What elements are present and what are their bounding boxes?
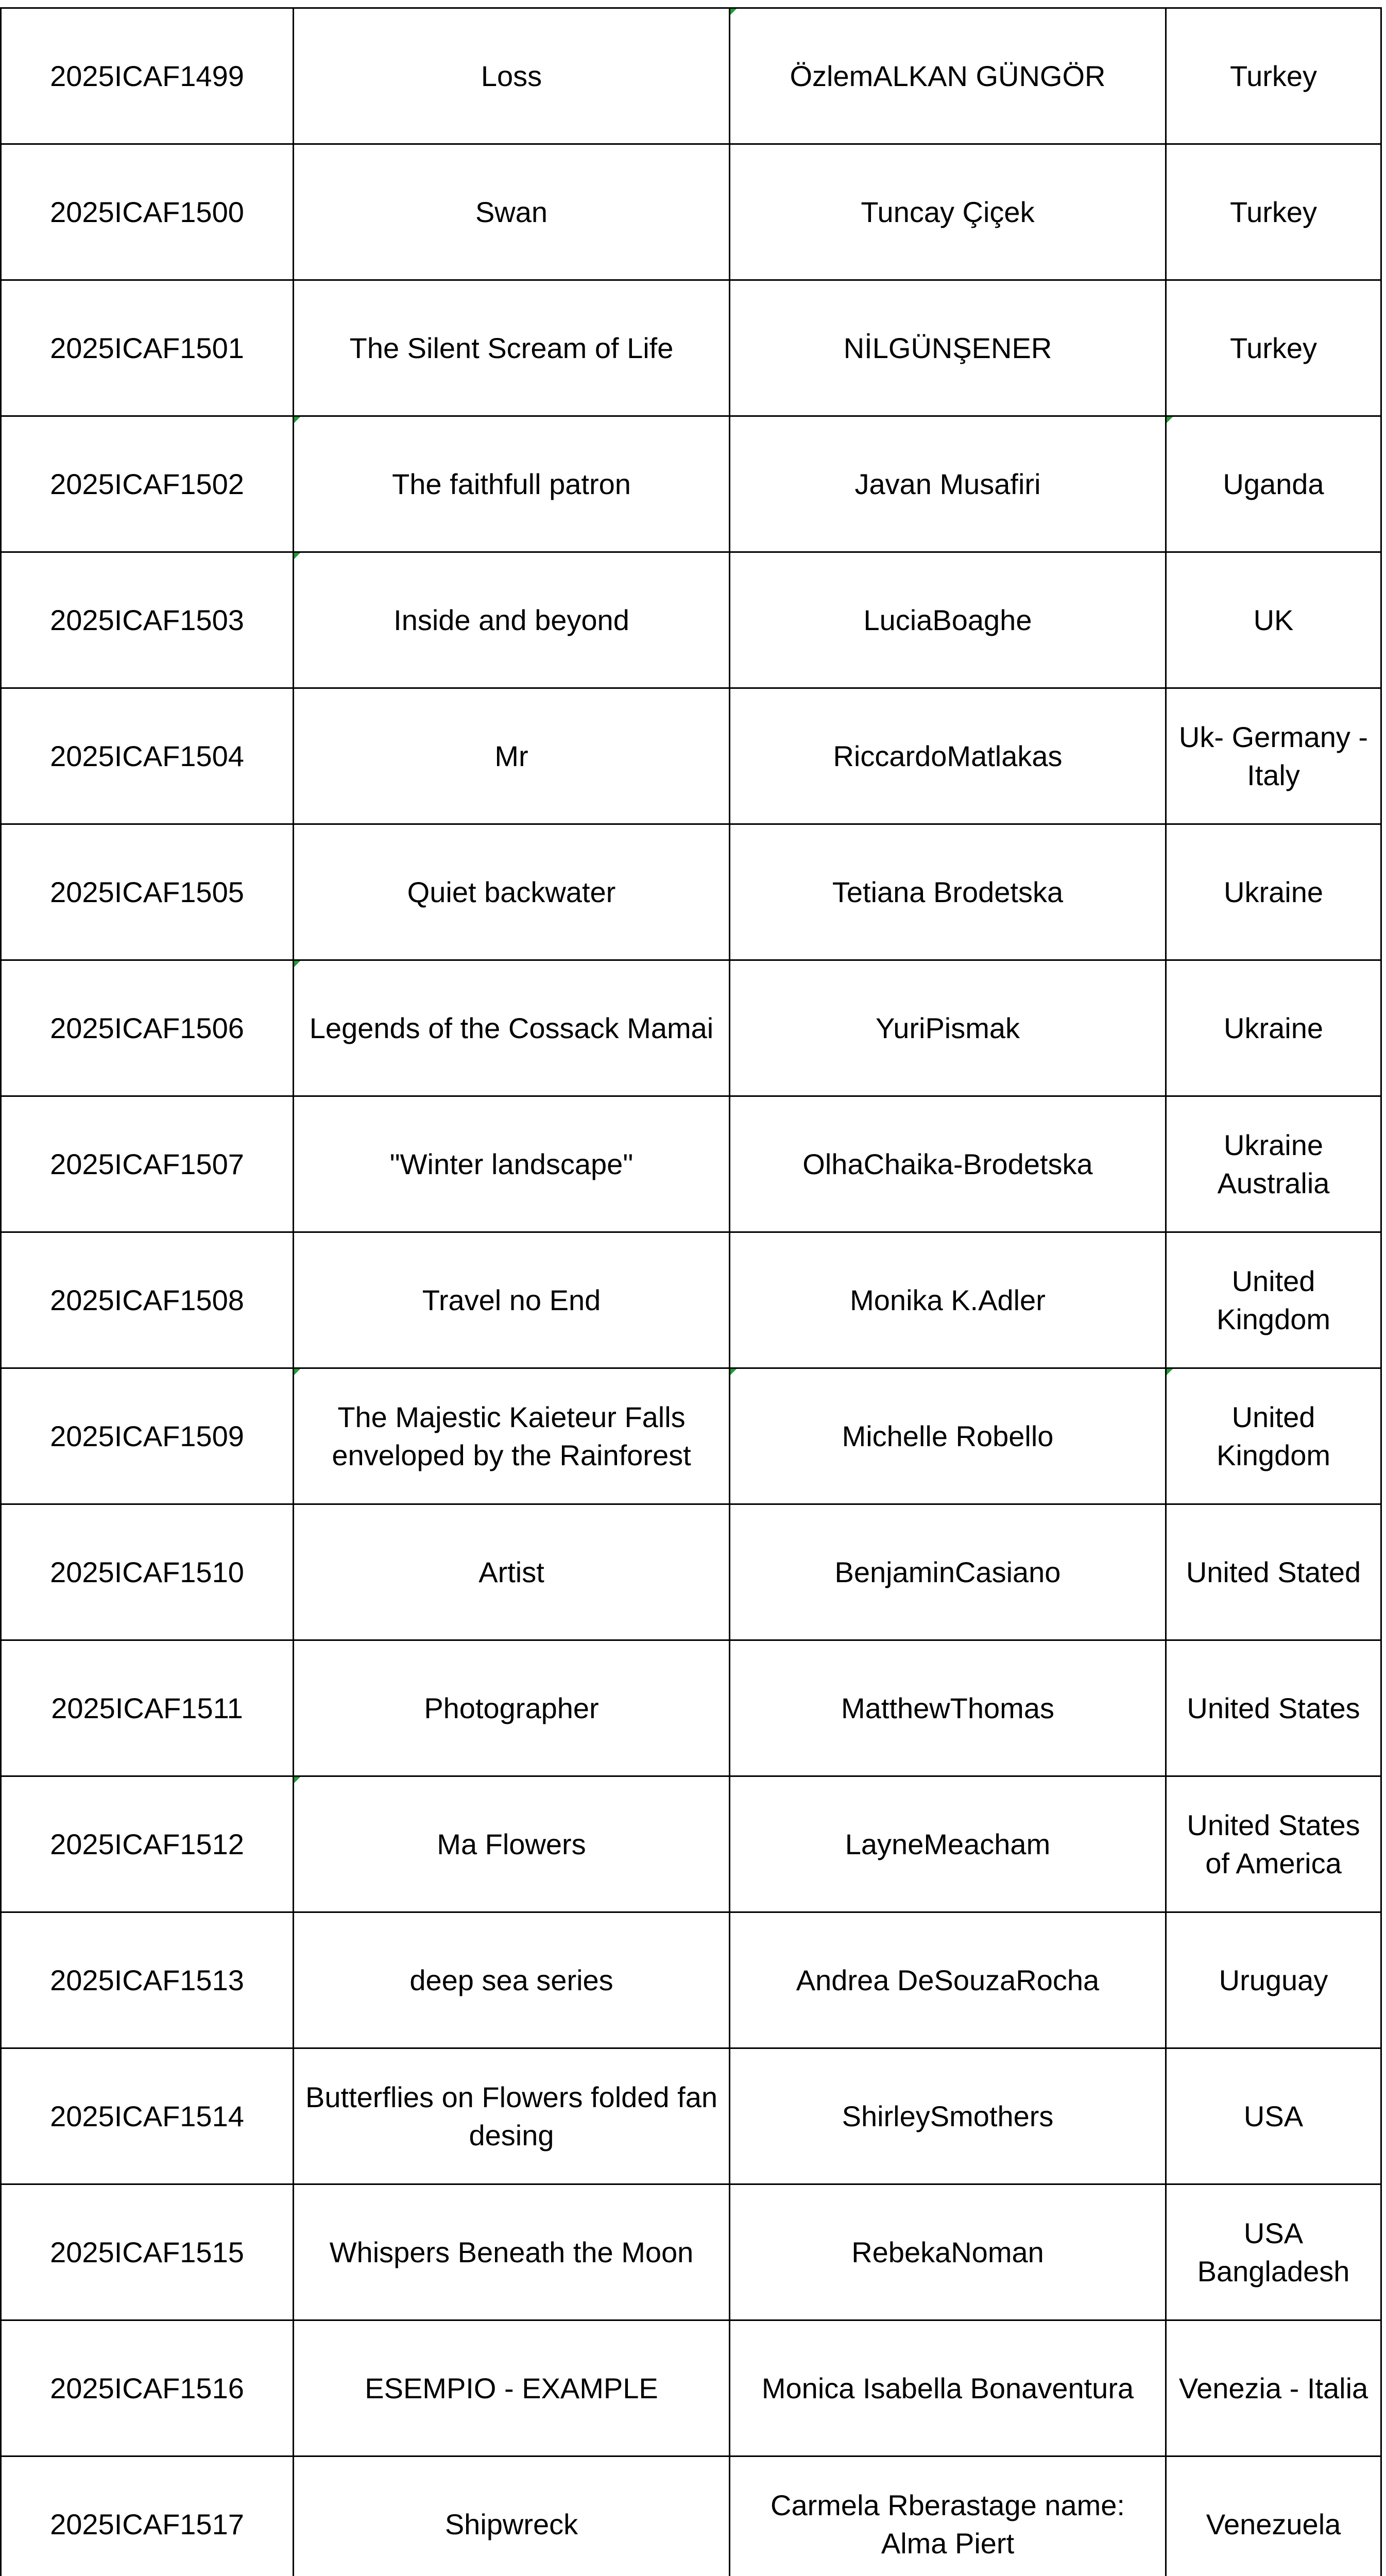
artist-name-cell[interactable]: NİLGÜNŞENER (730, 280, 1166, 416)
entry-id-cell[interactable]: 2025ICAF1517 (1, 2456, 294, 2576)
table-row (1, 144, 1381, 280)
country-cell[interactable]: Uk- Germany - Italy (1166, 688, 1381, 824)
country-cell[interactable]: United Kingdom (1166, 1368, 1381, 1504)
table-body (1, 8, 1381, 2576)
artwork-title-cell[interactable]: Legends of the Cossack Mamai (294, 960, 730, 1096)
country-cell[interactable]: United Kingdom (1166, 1232, 1381, 1368)
table-row (1, 1504, 1381, 1640)
entries-table (0, 7, 1382, 2576)
country-cell[interactable]: Turkey (1166, 8, 1381, 144)
artwork-title-cell[interactable]: deep sea series (294, 1912, 730, 2048)
entry-id-cell[interactable]: 2025ICAF1501 (1, 280, 294, 416)
entry-id-cell[interactable]: 2025ICAF1502 (1, 416, 294, 552)
country-cell[interactable]: Ukraine Australia (1166, 1096, 1381, 1232)
artist-name-cell[interactable]: LayneMeacham (730, 1776, 1166, 1912)
artist-name-cell[interactable]: BenjaminCasiano (730, 1504, 1166, 1640)
table-row (1, 1096, 1381, 1232)
artist-name-cell[interactable]: RebekaNoman (730, 2184, 1166, 2320)
table-row (1, 416, 1381, 552)
entry-id-cell[interactable]: 2025ICAF1509 (1, 1368, 294, 1504)
entry-id-cell[interactable]: 2025ICAF1505 (1, 824, 294, 960)
entry-id-cell[interactable]: 2025ICAF1516 (1, 2320, 294, 2456)
country-cell[interactable]: USA Bangladesh (1166, 2184, 1381, 2320)
entry-id-cell[interactable]: 2025ICAF1513 (1, 1912, 294, 2048)
country-cell[interactable]: UK (1166, 552, 1381, 688)
artwork-title-cell[interactable]: The faithfull patron (294, 416, 730, 552)
entry-id-cell[interactable]: 2025ICAF1515 (1, 2184, 294, 2320)
entry-id-cell[interactable]: 2025ICAF1508 (1, 1232, 294, 1368)
artwork-title-cell[interactable]: Quiet backwater (294, 824, 730, 960)
artwork-title-cell[interactable]: Mr (294, 688, 730, 824)
country-cell[interactable]: Venezuela (1166, 2456, 1381, 2576)
table-row (1, 960, 1381, 1096)
entry-id-cell[interactable]: 2025ICAF1512 (1, 1776, 294, 1912)
entry-id-cell[interactable]: 2025ICAF1499 (1, 8, 294, 144)
table-row (1, 552, 1381, 688)
entry-id-cell[interactable]: 2025ICAF1514 (1, 2048, 294, 2184)
table-row (1, 2184, 1381, 2320)
artwork-title-cell[interactable]: The Majestic Kaieteur Falls enveloped by the Rainforest (294, 1368, 730, 1504)
entry-id-cell[interactable]: 2025ICAF1504 (1, 688, 294, 824)
artwork-title-cell[interactable]: Swan (294, 144, 730, 280)
artist-name-cell[interactable]: Javan Musafiri (730, 416, 1166, 552)
artwork-title-cell[interactable]: "Winter landscape" (294, 1096, 730, 1232)
table-row (1, 688, 1381, 824)
artwork-title-cell[interactable]: Loss (294, 8, 730, 144)
artist-name-cell[interactable]: Tuncay Çiçek (730, 144, 1166, 280)
country-cell[interactable]: Uganda (1166, 416, 1381, 552)
country-cell[interactable]: Uruguay (1166, 1912, 1381, 2048)
table-row (1, 1368, 1381, 1504)
table-row (1, 8, 1381, 144)
country-cell[interactable]: United States of America (1166, 1776, 1381, 1912)
artist-name-cell[interactable]: RiccardoMatlakas (730, 688, 1166, 824)
entry-id-cell[interactable]: 2025ICAF1506 (1, 960, 294, 1096)
entry-id-cell[interactable]: 2025ICAF1500 (1, 144, 294, 280)
table-row (1, 2320, 1381, 2456)
country-cell[interactable]: United Stated (1166, 1504, 1381, 1640)
country-cell[interactable]: Turkey (1166, 144, 1381, 280)
country-cell[interactable]: United States (1166, 1640, 1381, 1776)
artist-name-cell[interactable]: YuriPismak (730, 960, 1166, 1096)
artwork-title-cell[interactable]: Shipwreck (294, 2456, 730, 2576)
artist-name-cell[interactable]: Monica Isabella Bonaventura (730, 2320, 1166, 2456)
table-row (1, 2456, 1381, 2576)
artist-name-cell[interactable]: ÖzlemALKAN GÜNGÖR (730, 8, 1166, 144)
table-row (1, 1232, 1381, 1368)
artist-name-cell[interactable]: Carmela Rberastage name: Alma Piert (730, 2456, 1166, 2576)
country-cell[interactable]: Turkey (1166, 280, 1381, 416)
table-row (1, 824, 1381, 960)
artist-name-cell[interactable]: Michelle Robello (730, 1368, 1166, 1504)
country-cell[interactable]: Ukraine (1166, 960, 1381, 1096)
entry-id-cell[interactable]: 2025ICAF1510 (1, 1504, 294, 1640)
artwork-title-cell[interactable]: Travel no End (294, 1232, 730, 1368)
artist-name-cell[interactable]: MatthewThomas (730, 1640, 1166, 1776)
table-row (1, 1776, 1381, 1912)
table-row (1, 2048, 1381, 2184)
artwork-title-cell[interactable]: ESEMPIO - EXAMPLE (294, 2320, 730, 2456)
artwork-title-cell[interactable]: Inside and beyond (294, 552, 730, 688)
artist-name-cell[interactable]: ShirleySmothers (730, 2048, 1166, 2184)
artist-name-cell[interactable]: OlhaChaika-Brodetska (730, 1096, 1166, 1232)
artist-name-cell[interactable]: Andrea DeSouzaRocha (730, 1912, 1166, 2048)
entry-id-cell[interactable]: 2025ICAF1511 (1, 1640, 294, 1776)
artwork-title-cell[interactable]: The Silent Scream of Life (294, 280, 730, 416)
country-cell[interactable]: USA (1166, 2048, 1381, 2184)
country-cell[interactable]: Venezia - Italia (1166, 2320, 1381, 2456)
artwork-title-cell[interactable]: Photographer (294, 1640, 730, 1776)
table-row (1, 280, 1381, 416)
artwork-title-cell[interactable]: Butterflies on Flowers folded fan desing (294, 2048, 730, 2184)
artwork-title-cell[interactable]: Artist (294, 1504, 730, 1640)
artist-name-cell[interactable]: Tetiana Brodetska (730, 824, 1166, 960)
table-row (1, 1912, 1381, 2048)
artist-name-cell[interactable]: Monika K.Adler (730, 1232, 1166, 1368)
artwork-title-cell[interactable]: Whispers Beneath the Moon (294, 2184, 730, 2320)
table-row (1, 1640, 1381, 1776)
artist-name-cell[interactable]: LuciaBoaghe (730, 552, 1166, 688)
entry-id-cell[interactable]: 2025ICAF1507 (1, 1096, 294, 1232)
country-cell[interactable]: Ukraine (1166, 824, 1381, 960)
artwork-title-cell[interactable]: Ma Flowers (294, 1776, 730, 1912)
entry-id-cell[interactable]: 2025ICAF1503 (1, 552, 294, 688)
